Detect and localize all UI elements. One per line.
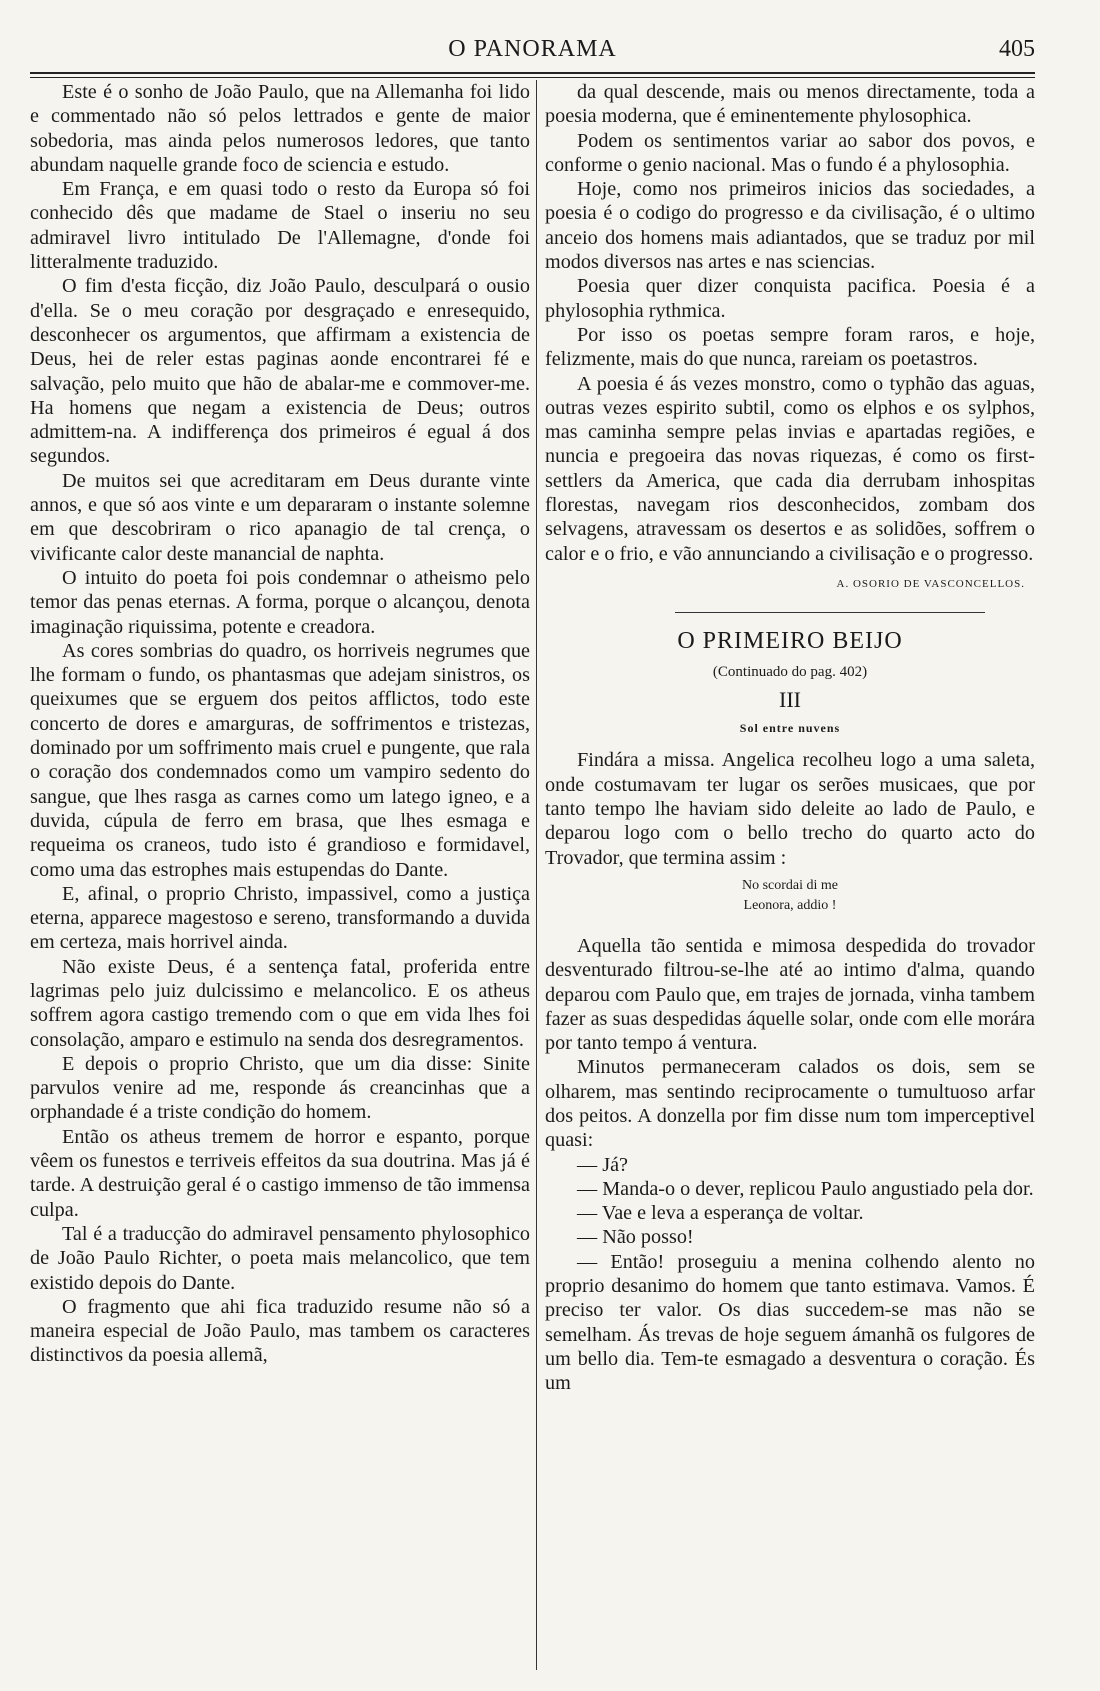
- paragraph: Aquella tão sentida e mimosa despedida do trovador desventurado filtrou-se-lhe até ao intimo d'alma, quando deparou com Paulo que, em trajes de jornada, vinha tambem fazer as suas despedidas áquelle solar, onde com elle morára por tanto tempo á ventura.: [545, 934, 1035, 1055]
- paragraph: As cores sombrias do quadro, os horriveis negrumes que lhe formam o fundo, os phantasmas que adejam sinistros, os queixumes que se erguem dos peitos afflictos, todo este concerto de dores e amarguras, de soffrimentos e tristezas, dominado por um soffrimento mais cruel e pungente, que rala o coração dos condemnados como um vampiro sedento do sangue, que lhes rasga as carnes como um latego igneo, e a duvida, cúpula de ferro em brasa, que lhes esmaga e requeima os craneos, tudo isto é grandioso e formidavel, como uma das estrophes mais estupendas do Dante.: [30, 639, 530, 881]
- paragraph: E, afinal, o proprio Christo, impassivel, como a justiça eterna, apparece magestoso e sereno, transformando a duvida em certeza, mais horrivel ainda.: [30, 882, 530, 954]
- header-rule: [30, 72, 1035, 74]
- header-rule-thin: [30, 77, 1035, 78]
- left-column: [30, 80, 530, 1671]
- right-column: [545, 80, 1035, 1671]
- page-header: [30, 36, 1035, 70]
- continued-note: (Continuado do pag. 402): [712, 663, 868, 680]
- chapter-number: III: [779, 686, 801, 712]
- column-divider: [536, 80, 537, 1670]
- verse-line: Leonora, addio !: [743, 897, 837, 913]
- dialog-line: — Não posso!: [577, 1226, 694, 1249]
- paragraph: Poesia quer dizer conquista pacifica. Poesia é a phylosophia rythmica.: [545, 275, 1035, 322]
- paragraph: E depois o proprio Christo, que um dia disse: Sinite parvulos venire ad me, responde ás creancinhas que a orphandade é a triste condição do homem.: [30, 1052, 530, 1124]
- author-signature: A. OSORIO DE VASCONCELLOS.: [836, 577, 1025, 590]
- paragraph: O fragmento que ahi fica traduzido resume não só a maneira especial de João Paulo, mas tambem os caracteres distinctivos da poesia allemã,: [30, 1295, 530, 1367]
- publication-title: O PANORAMA: [448, 36, 617, 62]
- paragraph: Minutos permaneceram calados os dois, sem se olharem, mas sentindo reciprocamente o tumultuoso arfar dos peitos. A donzella por fim disse num tom imperceptivel quasi:: [545, 1056, 1035, 1152]
- story-title: O PRIMEIRO BEIJO: [677, 628, 903, 655]
- paragraph: Este é o sonho de João Paulo, que na Allemanha foi lido e commentado não só pelos lettrados e gente de maior sobedoria, mas ainda pelos numerosos ledores, que tanto abundam naquelle grande foco de sciencia e estudo.: [30, 81, 530, 176]
- paragraph: Então os atheus tremem de horror e espanto, porque vêem os funestos e terriveis effeitos da sua doutrina. Mas já é tarde. A destruição geral é o castigo immenso de tão immensa culpa.: [30, 1125, 530, 1221]
- dialog-line: — Então! proseguiu a menina colhendo alento no proprio desanimo do homem que tanto estimava. Vamos. É preciso ter valor. Os dias succedem-se mas não se semelham. Ás trevas de hoje seguem ámanhã os fulgores de um bello dia. Tem-te esmagado a desventura o coração. És um: [545, 1250, 1035, 1395]
- story-continuation: [545, 934, 1035, 1396]
- paragraph: De muitos sei que acreditaram em Deus durante vinte annos, e que só aos vinte e um depararam o instante solemne em que descobriram o rico apanagio de tal crença, o vivificante calor deste manancial de naphta.: [30, 469, 530, 565]
- paragraph: A poesia é ás vezes monstro, como o typhão das aguas, outras vezes espirito subtil, como os elphos e os sylphos, mas caminha sempre pelas invias e apartadas regiões, e nuncia e pregoeira das novas riquezas, é como os first-settlers da America, que cada dia derrubam inhospitas florestas, navegam rios desconhecidos, zombam dos selvagens, atravessam os desertos e as solidões, soffrem o calor e o frio, e vão annunciando a civilisação e o progresso.: [545, 372, 1035, 565]
- verse-quote: [545, 876, 1035, 916]
- paragraph: Tal é a traducção do admiravel pensamento phylosophico de João Paulo Richter, o poeta mais melancolico, que tem existido depois do Dante.: [30, 1222, 530, 1294]
- paragraph: da qual descende, mais ou menos directamente, toda a poesia moderna, que é eminentemente phylosophica.: [545, 81, 1035, 128]
- page-number: 405: [999, 36, 1035, 62]
- paragraph: Não existe Deus, é a sentença fatal, proferida entre lagrimas pelo juiz dulcissimo e melancolico. E os atheus soffrem agora castigo tremendo com o que em vida lhes foi consolação, amparo e estimulo na senda dos desregramentos.: [30, 955, 530, 1051]
- dialog-line: — Vae e leva a esperança de voltar.: [577, 1202, 864, 1225]
- paragraph: Podem os sentimentos variar ao sabor dos povos, e conforme o genio nacional. Mas o fundo é a phylosophia.: [545, 129, 1035, 176]
- paragraph: Hoje, como nos primeiros inicios das sociedades, a poesia é o codigo do progresso e da civilisação, é o ultimo anceio dos homens mais adiantados, que se traduz por mil modos diversos nas artes e nas sciencias.: [545, 178, 1035, 274]
- paragraph: Findára a missa. Angelica recolheu logo a uma saleta, onde costumavam ter lugar os serões musicaes, que por tanto tempo lhe haviam sido deleite ao lado de Paulo, e deparou logo com o bello trecho do quarto acto do Trovador, que termina assim :: [545, 749, 1035, 869]
- paragraph: Em França, e em quasi todo o resto da Europa só foi conhecido dês que madame de Stael o inseriu no seu admiravel livro intitulado De l'Allemagne, d'onde foi litteralmente traduzido.: [30, 178, 530, 274]
- dialog-line: — Já?: [577, 1153, 629, 1176]
- chapter-subtitle: Sol entre nuvens: [739, 721, 841, 736]
- dialog-line: — Manda-o o dever, replicou Paulo angustiado pela dor.: [577, 1177, 1034, 1200]
- paragraph: Por isso os poetas sempre foram raros, e hoje, felizmente, mais do que nunca, rareiam os poetastros.: [545, 323, 1035, 371]
- paragraph: O intuito do poeta foi pois condemnar o atheismo pelo temor das penas eternas. A forma, porque o alcançou, denota imaginação riquissima, potente e creadora.: [30, 566, 530, 638]
- paragraph: O fim d'esta ficção, diz João Paulo, desculpará o ousio d'ella. Se o meu coração por desgraçado e enresequido, desconhecer os argumentos, que affirmam a existencia de Deus, hei de reler estas paginas aonde encontrarei fé e salvação, pelo muito que hão de abalar-me e commover-me. Ha homens que negam a existencia de Deus; outros admittem-na. A indifferença dos primeiros é egual á dos segundos.: [30, 275, 530, 468]
- verse-line: No scordai di me: [741, 877, 839, 893]
- section-separator: [675, 612, 985, 613]
